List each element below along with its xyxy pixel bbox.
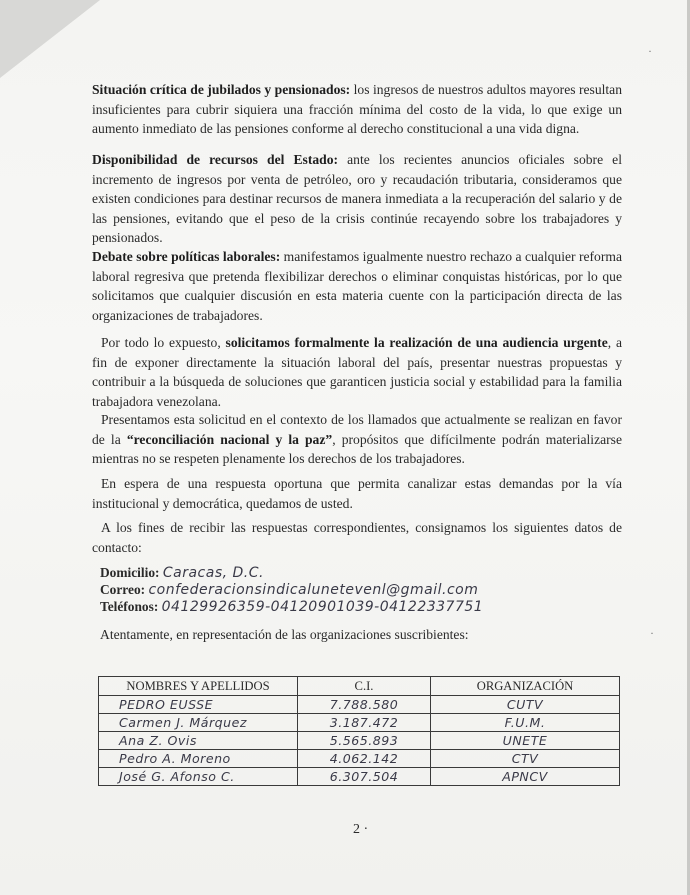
signatory-name: José G. Afonso C.: [99, 768, 298, 786]
table-row: [99, 696, 620, 714]
signatory-ci: 4.062.142: [298, 750, 431, 768]
signatory-org: APNCV: [431, 768, 620, 786]
signatories-table: [98, 676, 620, 786]
signatory-ci: 6.307.504: [298, 768, 431, 786]
signatory-name: PEDRO EUSSE: [99, 696, 298, 714]
speck-mark: ·: [648, 44, 652, 58]
paragraph-reconciliacion: Presentamos esta solicitud en el contexto de los llamados que actualmente se realizan en favor de la “reconciliación nacional y la paz”, propósitos que difícilmente podrán materializarse mientras no se respeten plenamente los derechos de los trabajadores.: [92, 412, 622, 467]
paragraph-audiencia: Por todo lo expuesto, solicitamos formalmente la realización de una audiencia urgente, a fin de exponer directamente la situación laboral del país, presentar nuestras propuestas y contribuir a la búsqueda de soluciones que garanticen justicia social y estabilidad para la familia trabajadora venezolana.: [92, 335, 622, 409]
signatory-org: F.U.M.: [431, 714, 620, 732]
contact-correo: Correo: confederacionsindicalunetevenl@gmail.com: [100, 582, 479, 598]
signatory-org: UNETE: [431, 732, 620, 750]
header-organization: ORGANIZACIÓN: [431, 677, 620, 696]
paragraph-contacto: A los fines de recibir las respuestas correspondientes, consignamos los siguientes datos de contacto:: [92, 520, 622, 555]
closing-line: Atentamente, en representación de las organizaciones suscribientes:: [100, 627, 469, 642]
signatory-name: Pedro A. Moreno: [99, 750, 298, 768]
signatory-ci: 7.788.580: [298, 696, 431, 714]
header-ci: C.I.: [298, 677, 431, 696]
signatory-name: Carmen J. Márquez: [99, 714, 298, 732]
table-row: [99, 714, 620, 732]
folded-corner: [0, 0, 100, 78]
page-number: 2 ·: [353, 822, 369, 837]
signatory-ci: 3.187.472: [298, 714, 431, 732]
signatory-ci: 5.565.893: [298, 732, 431, 750]
table-row: [99, 768, 620, 786]
contact-telefonos: Teléfonos: 04129926359-04120901039-04122337751: [100, 599, 484, 615]
paragraph-recursos: Disponibilidad de recursos del Estado: ante los recientes anuncios oficiales sobre el incremento de ingresos por venta de petróleo, oro y recaudación tributaria, consideramos que existen condiciones para destinar recursos de manera inmediata a la recuperación del salario y de las pensiones, evitando que el peso de la crisis continúe recayendo sobre los trabajadores y pensionados.: [92, 152, 622, 246]
table-row: [99, 732, 620, 750]
paragraph-politicas: Debate sobre políticas laborales: manifestamos igualmente nuestro rechazo a cualquier reforma laboral regresiva que pretenda flexibilizar derechos o eliminar conquistas históricas, por lo que solicitamos que cualquier discusión en esta materia cuente con la participación directa de las organizaciones de trabajadores.: [92, 249, 622, 323]
contact-domicilio: Domicilio: Caracas, D.C.: [100, 565, 264, 581]
signatory-org: CTV: [431, 750, 620, 768]
speck-mark: ·: [650, 626, 654, 640]
signatory-org: CUTV: [431, 696, 620, 714]
header-names: NOMBRES Y APELLIDOS: [99, 677, 298, 696]
table-row: [99, 750, 620, 768]
paragraph-jubilados: Situación crítica de jubilados y pensionados: los ingresos de nuestros adultos mayores resultan insuficientes para cubrir siquiera una fracción mínima del costo de la vida, lo que exige un aumento inmediato de las pensiones conforme al derecho constitucional a una vida digna.: [92, 82, 622, 137]
signatory-name: Ana Z. Ovis: [99, 732, 298, 750]
paragraph-espera: En espera de una respuesta oportuna que permita canalizar estas demandas por la vía institucional y democrática, quedamos de usted.: [92, 476, 622, 511]
table-header-row: [99, 677, 620, 696]
